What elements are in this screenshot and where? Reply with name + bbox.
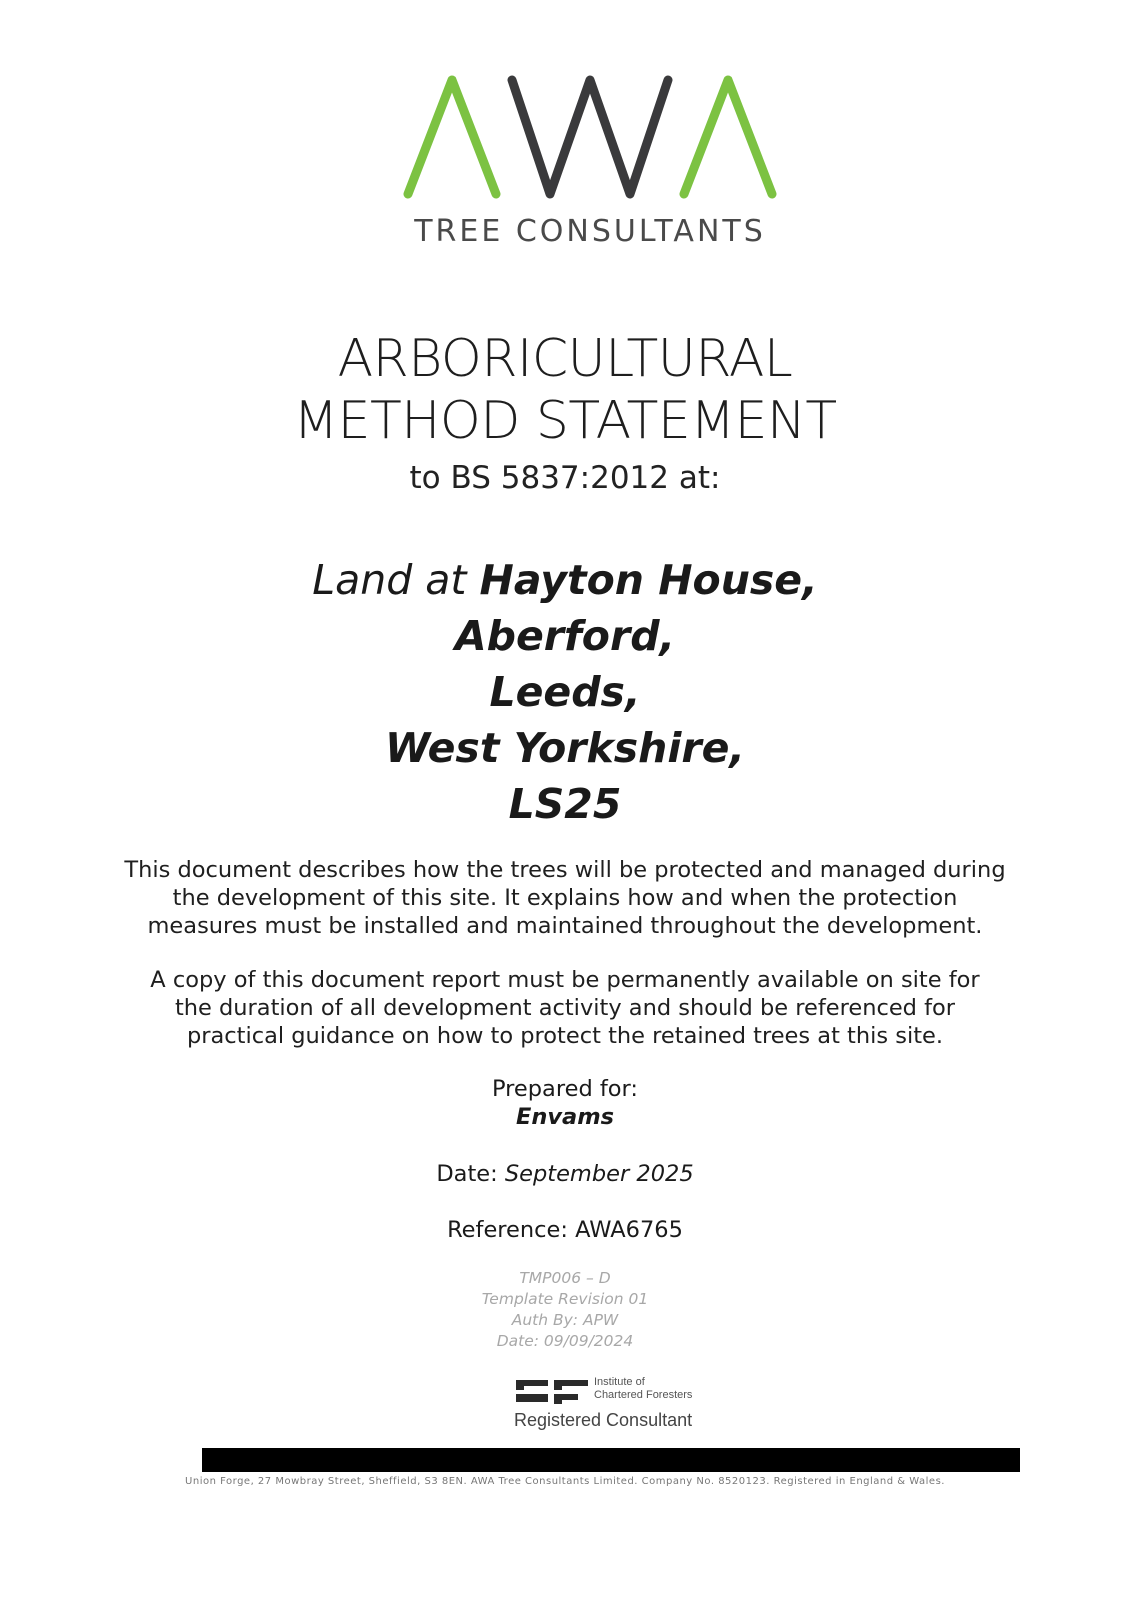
template-auth: Auth By: APW: [511, 1311, 619, 1329]
site-address: [0, 552, 1130, 832]
template-revision: Template Revision 01: [481, 1290, 649, 1308]
date-value: September 2025: [504, 1161, 694, 1187]
standard-reference: to BS 5837:2012 at:: [409, 460, 721, 496]
address-line-5: LS25: [508, 780, 622, 828]
address-prefix: Land at: [312, 556, 480, 604]
copy-notice-paragraph: [0, 966, 1130, 1050]
address-line-4: West Yorkshire,: [385, 724, 745, 772]
copy-notice-text: A copy of this document report must be permanently available on site for the duration of all development activity and should be referenced for practical guidance on how to protect the retained trees at this site.: [150, 967, 980, 1049]
footer-bar: [202, 1448, 1020, 1472]
document-date: [0, 1160, 1130, 1188]
description-paragraph: [0, 856, 1130, 940]
address-line-3: Leeds,: [489, 668, 641, 716]
awa-logo: [400, 72, 780, 252]
logo-subtitle: TREE CONSULTANTS: [414, 214, 766, 249]
address-line-2: Aberford,: [454, 612, 676, 660]
title-line-1: ARBORICULTURAL: [337, 329, 793, 389]
address-line-1: Hayton House,: [479, 556, 818, 604]
title-line-2: METHOD STATEMENT: [293, 391, 837, 451]
icf-logo-icon: [514, 1376, 590, 1406]
document-title: [0, 328, 1130, 452]
template-date: Date: 09/09/2024: [496, 1332, 634, 1350]
icf-line-2: Chartered Foresters: [594, 1389, 693, 1401]
icf-line-1: Institute of: [594, 1376, 645, 1388]
template-code: TMP006 – D: [519, 1269, 611, 1287]
description-text: This document describes how the trees will be protected and managed during the development of this site. It explains how and when the protection measures must be installed and maintained throughout the development.: [124, 857, 1006, 939]
footer-address: Union Forge, 27 Mowbray Street, Sheffield, S3 8EN. AWA Tree Consultants Limited. Company No. 8520123. Registered in England & Wales.: [185, 1476, 945, 1487]
icf-accreditation: [514, 1374, 714, 1444]
registered-consultant-label: Registered Consultant: [514, 1410, 693, 1430]
prepared-for-label: Prepared for:: [492, 1076, 638, 1102]
prepared-for: [0, 1075, 1130, 1131]
document-reference: Reference: AWA6765: [447, 1217, 683, 1243]
date-label: Date:: [436, 1161, 505, 1187]
awa-wordmark-icon: [400, 72, 780, 202]
template-info: [0, 1268, 1130, 1352]
client-name: Envams: [515, 1104, 615, 1130]
